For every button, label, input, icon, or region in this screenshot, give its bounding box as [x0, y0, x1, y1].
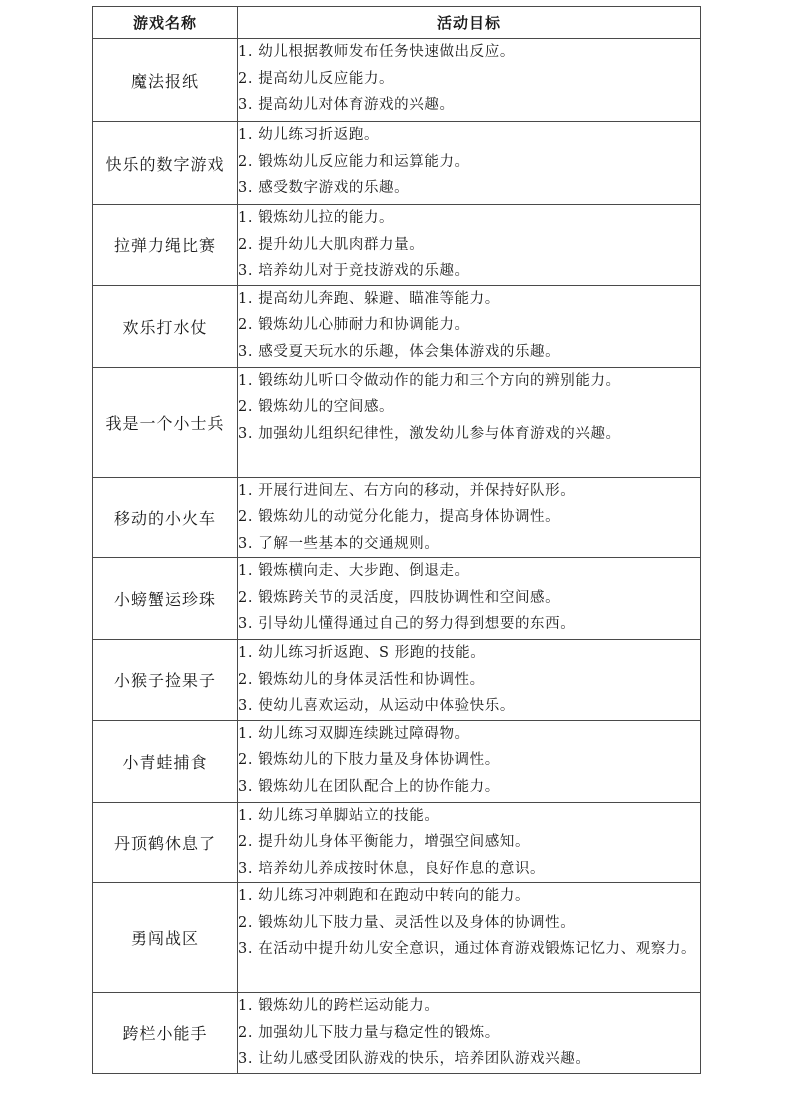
goal-item: 3. 引导幼儿懂得通过自己的努力得到想要的东西。 [238, 616, 576, 632]
game-name-cell: 丹顶鹤休息了 [93, 802, 238, 883]
game-name-cell: 移动的小火车 [93, 477, 238, 558]
goal-item: 3. 加强幼儿组织纪律性，激发幼儿参与体育游戏的兴趣。 [238, 425, 621, 442]
goal-item: 3. 感受夏天玩水的乐趣，体会集体游戏的乐趣。 [238, 343, 561, 360]
header-game-name: 游戏名称 [93, 7, 238, 39]
game-name-cell: 欢乐打水仗 [93, 285, 238, 367]
goal-item: 3. 使幼儿喜欢运动，从运动中体验快乐。 [238, 698, 515, 714]
goal-item: 2. 锻炼跨关节的灵活度，四肢协调性和空间感。 [238, 589, 561, 606]
goal-item: 1. 幼儿练习冲刺跑和在跑动中转向的能力。 [238, 888, 531, 904]
game-name-cell: 勇闯战区 [93, 883, 238, 993]
table-row [93, 367, 701, 477]
goal-item: 2. 锻炼幼儿的身体灵活性和协调性。 [238, 671, 485, 688]
game-name-cell: 小青蛙捕食 [93, 720, 238, 802]
table-row [93, 558, 701, 640]
goal-item: 1. 提高幼儿奔跑、躲避、瞄准等能力。 [238, 290, 500, 307]
activity-goals-cell [238, 993, 701, 1074]
activity-table-sheet [92, 6, 700, 1074]
table-row [93, 640, 701, 721]
game-name-cell: 我是一个小士兵 [93, 367, 238, 477]
game-name-cell: 小螃蟹运珍珠 [93, 558, 238, 640]
goal-item: 3. 让幼儿感受团队游戏的快乐，培养团队游戏兴趣。 [238, 1051, 591, 1067]
goal-item: 2. 锻炼幼儿心肺耐力和协调能力。 [238, 317, 470, 333]
goal-item: 1. 幼儿练习折返跑。 [238, 127, 380, 143]
goal-item: 3. 提高幼儿对体育游戏的兴趣。 [238, 97, 455, 113]
goal-item: 3. 锻炼幼儿在团队配合上的协作能力。 [238, 778, 500, 795]
table-row [93, 993, 701, 1074]
goal-item: 2. 锻炼幼儿反应能力和运算能力。 [238, 153, 470, 170]
table-row [93, 39, 701, 122]
activity-goals-cell [238, 802, 701, 883]
table-row [93, 205, 701, 286]
goal-item: 2. 锻炼幼儿的动觉分化能力，提高身体协调性。 [238, 509, 561, 525]
activity-goals-cell [238, 205, 701, 286]
goal-item: 2. 提高幼儿反应能力。 [238, 70, 395, 87]
goal-item: 3. 了解一些基本的交通规则。 [238, 535, 440, 552]
table-body [93, 39, 701, 1074]
activity-goals-cell [238, 558, 701, 640]
goal-item: 2. 锻炼幼儿下肢力量、灵活性以及身体的协调性。 [238, 914, 576, 931]
activity-goals-cell [238, 285, 701, 367]
game-name-cell: 跨栏小能手 [93, 993, 238, 1074]
game-name-cell: 魔法报纸 [93, 39, 238, 122]
table-row [93, 802, 701, 883]
goal-item: 1. 锻练幼儿听口令做动作的能力和三个方向的辨别能力。 [238, 372, 621, 389]
goal-item: 1. 幼儿练习单脚站立的技能。 [238, 807, 440, 824]
table-row [93, 285, 701, 367]
activity-goals-cell [238, 367, 701, 477]
game-name-cell: 小猴子捡果子 [93, 640, 238, 721]
goal-item: 1. 锻炼幼儿拉的能力。 [238, 210, 395, 226]
goal-item: 3. 在活动中提升幼儿安全意识，通过体育游戏锻炼记忆力、观察力。 [238, 941, 697, 957]
goal-item: 2. 加强幼儿下肢力量与稳定性的锻炼。 [238, 1024, 500, 1041]
table-row [93, 122, 701, 205]
goal-item: 2. 提升幼儿大肌肉群力量。 [238, 236, 425, 253]
header-activity-goals: 活动目标 [238, 7, 701, 39]
activity-goals-cell [238, 122, 701, 205]
game-name-cell: 拉弹力绳比赛 [93, 205, 238, 286]
activity-goals-cell [238, 640, 701, 721]
table-row [93, 477, 701, 558]
goal-item: 2. 锻炼幼儿的空间感。 [238, 399, 395, 415]
table-row [93, 883, 701, 993]
table-header-row [93, 7, 701, 39]
activity-goals-cell [238, 477, 701, 558]
activity-goals-cell [238, 720, 701, 802]
game-name-cell: 快乐的数字游戏 [93, 122, 238, 205]
table-row [93, 720, 701, 802]
goal-item: 2. 提升幼儿身体平衡能力，增强空间感知。 [238, 834, 531, 850]
activity-goals-table [92, 6, 701, 1074]
goal-item: 2. 锻炼幼儿的下肢力量及身体协调性。 [238, 752, 500, 768]
goal-item: 1. 幼儿根据教师发布任务快速做出反应。 [238, 44, 515, 60]
goal-item: 1. 幼儿练习折返跑、S 形跑的技能。 [238, 645, 486, 661]
goal-item: 3. 培养幼儿对于竞技游戏的乐趣。 [238, 263, 470, 279]
goal-item: 3. 培养幼儿养成按时休息，良好作息的意识。 [238, 860, 546, 877]
activity-goals-cell [238, 883, 701, 993]
goal-item: 1. 锻炼幼儿的跨栏运动能力。 [238, 998, 440, 1014]
activity-goals-cell [238, 39, 701, 122]
goal-item: 1. 幼儿练习双脚连续跳过障碍物。 [238, 725, 470, 742]
goal-item: 1. 锻炼横向走、大步跑、倒退走。 [238, 563, 470, 579]
goal-item: 3. 感受数字游戏的乐趣。 [238, 180, 410, 196]
goal-item: 1. 开展行进间左、右方向的移动，并保持好队形。 [238, 482, 576, 499]
